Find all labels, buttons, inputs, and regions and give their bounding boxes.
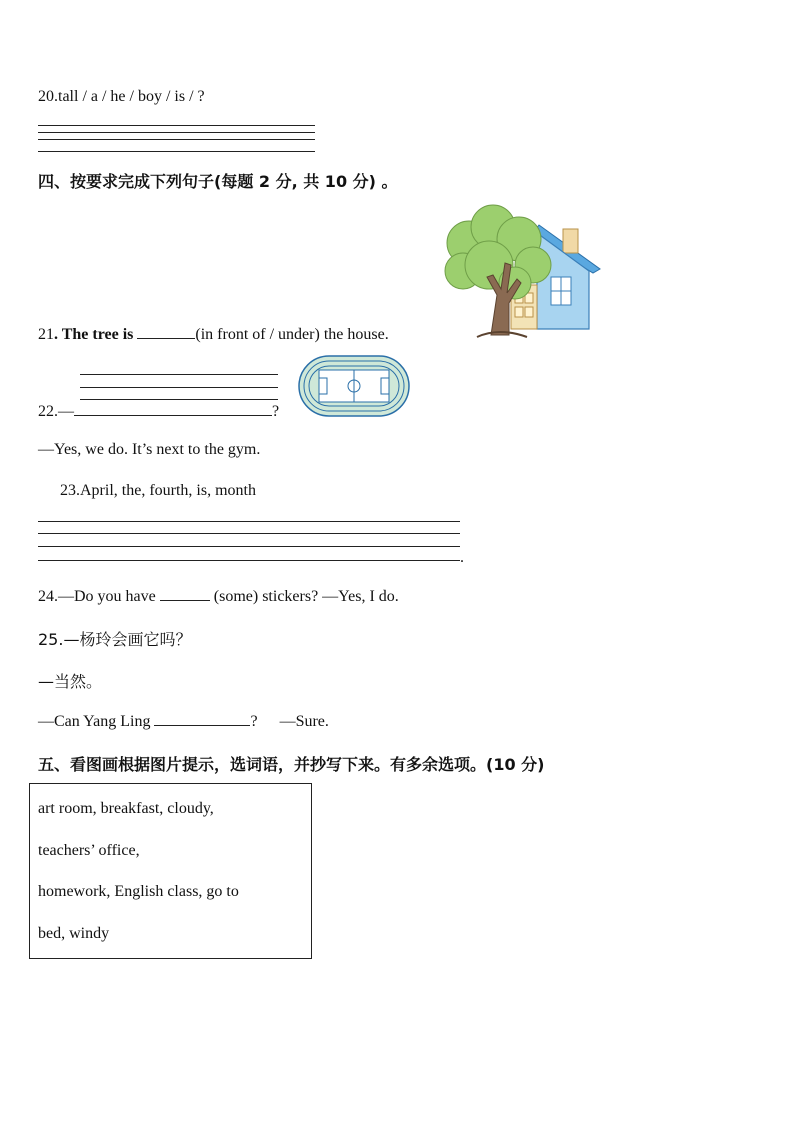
section-4-heading: 四、按要求完成下列句子(每题 2 分, 共 10 分) 。: [38, 172, 398, 191]
question-22-answer: —Yes, we do. It’s next to the gym.: [38, 441, 261, 458]
blank-21[interactable]: [137, 324, 195, 339]
question-25-english-before: —Can Yang Ling: [38, 713, 155, 730]
question-25-english: [38, 711, 329, 731]
section-5-heading: 五、看图画根据图片提示，选词语，并抄写下来。有多余选项。(10 分): [38, 755, 545, 774]
word-box: [29, 783, 312, 959]
question-23-end-mark: .: [460, 549, 464, 566]
question-25-english-reply: —Sure.: [279, 713, 329, 730]
question-21-number: 21: [38, 326, 54, 343]
question-23-text: 23.April, the, fourth, is, month: [60, 482, 256, 499]
word-box-line: teachers’ office,: [38, 842, 140, 859]
question-21-text-after: (in front of / under) the house.: [195, 326, 389, 343]
word-box-line: art room, breakfast, cloudy,: [38, 800, 214, 817]
question-21: [38, 324, 389, 344]
question-25-reply-cn: —当然。: [38, 672, 103, 691]
question-25-prompt: 25.—杨玲会画它吗？: [38, 630, 192, 649]
blank-22[interactable]: [74, 401, 272, 416]
question-25-english-mark: ?: [250, 713, 258, 730]
question-22: [38, 401, 279, 421]
tree-house-image: [443, 203, 601, 339]
question-22-suffix: ?: [272, 403, 280, 420]
sports-field-image: [297, 354, 411, 418]
question-24-text-before: 24.—Do you have: [38, 588, 160, 605]
question-20-text: 20.tall / a / he / boy / is / ?: [38, 88, 205, 105]
question-22-prefix: 22.—: [38, 403, 74, 420]
word-box-line: homework, English class, go to: [38, 883, 239, 900]
question-24-text-after: (some) stickers? —Yes, I do.: [209, 588, 399, 605]
question-24: [38, 586, 399, 606]
word-box-line: bed, windy: [38, 925, 110, 942]
question-21-text-before: . The tree is: [54, 326, 138, 343]
blank-24[interactable]: [160, 586, 210, 601]
blank-25[interactable]: [154, 711, 250, 726]
